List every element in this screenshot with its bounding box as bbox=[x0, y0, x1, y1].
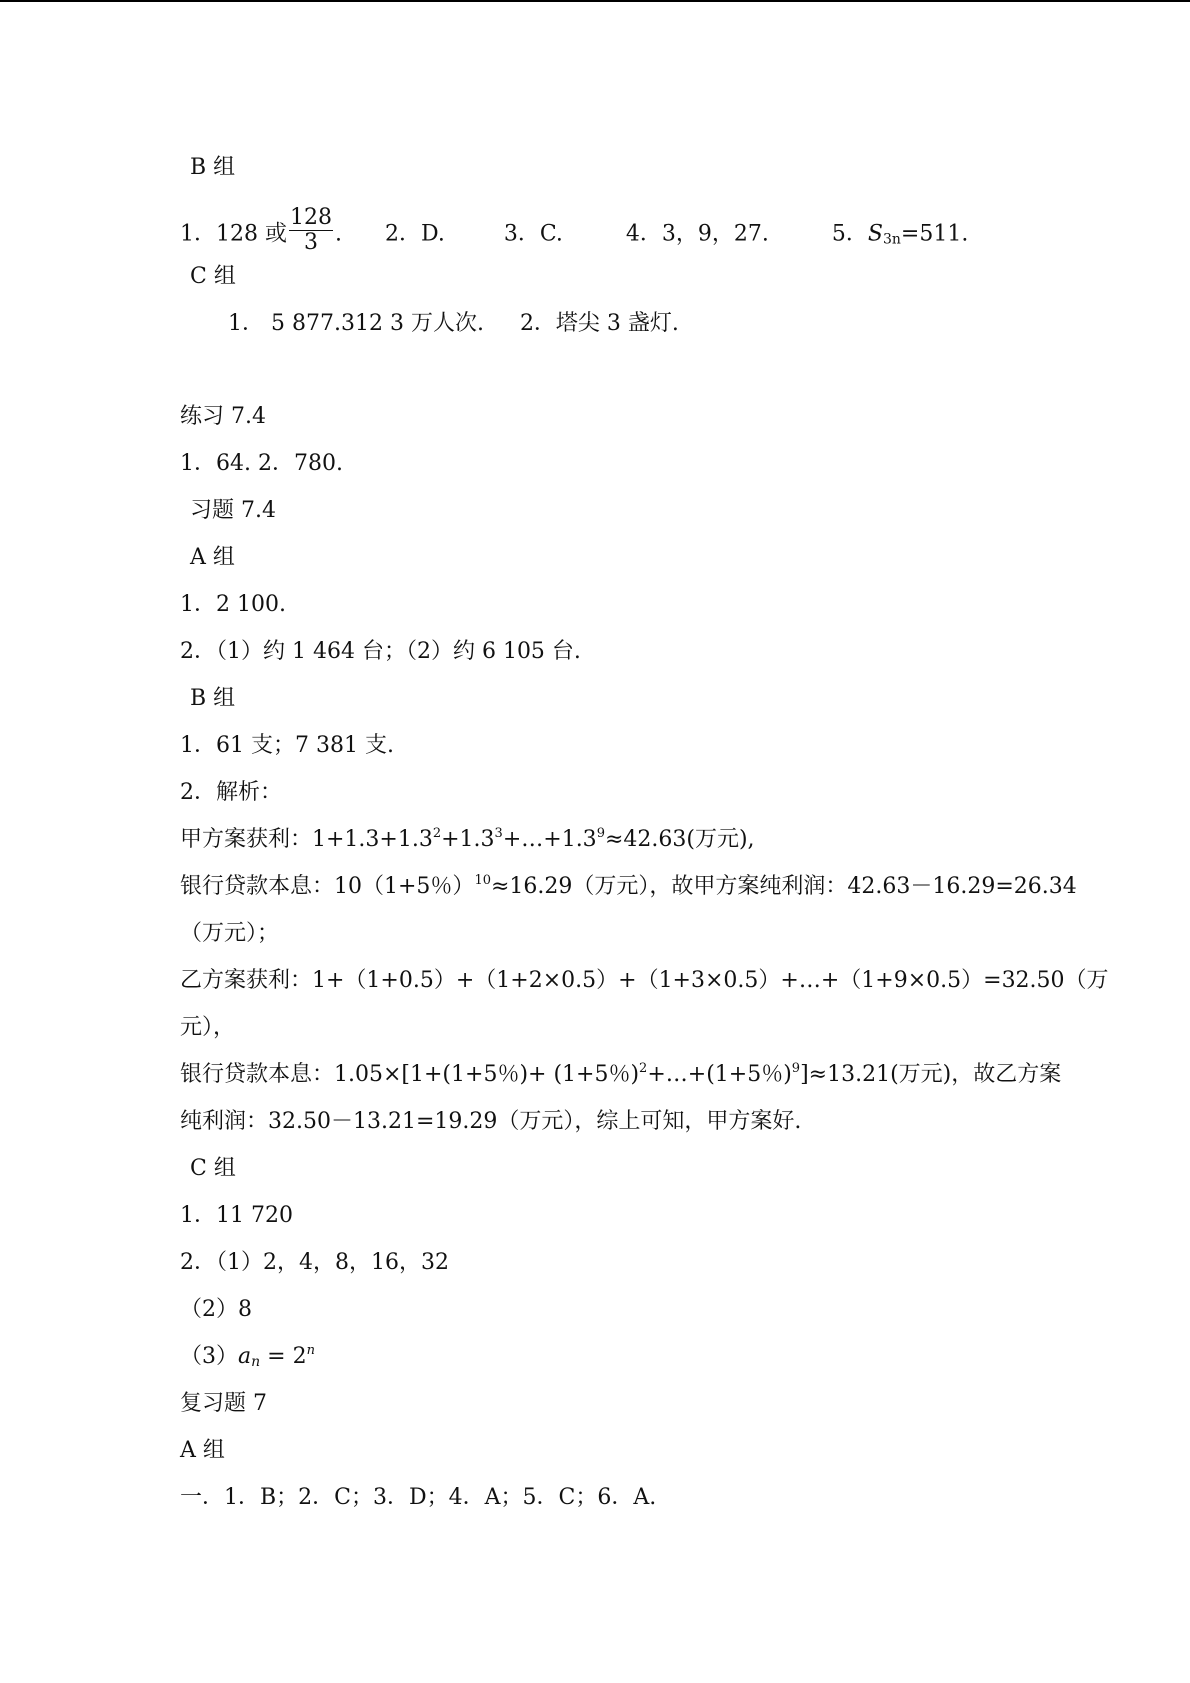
answer-line: 1．64. 2．780. bbox=[180, 451, 343, 476]
answer-line: $(3)a_n = 2^n$ bbox=[180, 1343, 315, 1370]
answer-line: 一．1．B；2．C；3．D；4．A；5．C；6．A. bbox=[180, 1485, 657, 1510]
section-heading: 习题 7.4 bbox=[190, 498, 276, 523]
answer-line: 1． 5 877.312 3 万人次. 2．塔尖 3 盏灯. bbox=[228, 311, 679, 336]
fraction: $\frac{128}{3}$ bbox=[290, 205, 332, 255]
page-top-border bbox=[0, 0, 1190, 2]
solution-line: 纯利润：32.50－13.21=19.29（万元），综上可知，甲方案好. bbox=[180, 1109, 802, 1134]
section-heading: C 组 bbox=[190, 264, 236, 289]
solution-line: （万元）； bbox=[180, 921, 280, 946]
group-heading: A 组 bbox=[190, 545, 235, 570]
group-heading: C 组 bbox=[190, 1156, 236, 1181]
section-heading: 复习题 7 bbox=[180, 1391, 267, 1416]
answer-line: 2．解析： bbox=[180, 780, 282, 805]
solution-line: 银行贷款本息：10（1+5％）$^{10}$≈16.29（万元），故甲方案纯利润：42.63－16.29=26.34 bbox=[180, 873, 1077, 899]
answer-line: 2．（1）2，4，8，16，32 bbox=[180, 1250, 449, 1275]
answer-line: 1．2 100. bbox=[180, 592, 286, 617]
answer-line: 1．128 或 $\frac{128}{3}$ . 2．D. 3．C. 4．3，9，27. 5．$S_{3n}=511$. bbox=[180, 205, 969, 255]
solution-line: 甲方案获利：$1+1.3+1.3^2+1.3^3+\dots+1.3^9\approx 42.63$(万元), bbox=[180, 826, 755, 852]
solution-line: 银行贷款本息：1.05×[1+(1+5％)+ (1+5％)$^2$+…+(1+5％)$^9$]≈13.21(万元)，故乙方案 bbox=[180, 1061, 1062, 1087]
answer-line: 1．11 720 bbox=[180, 1203, 293, 1228]
answer-line: 2．（1）约 1 464 台；（2）约 6 105 台. bbox=[180, 639, 581, 664]
answer-line: 1．61 支；7 381 支. bbox=[180, 733, 394, 758]
answer-line: （2）8 bbox=[180, 1297, 252, 1322]
solution-line: 元）， bbox=[180, 1015, 236, 1040]
section-heading: 练习 7.4 bbox=[180, 404, 266, 429]
group-heading: B 组 bbox=[190, 686, 236, 711]
math-variable: a bbox=[238, 1344, 252, 1369]
solution-line: 乙方案获利：1+（1+0.5）+（1+2×0.5）+（1+3×0.5）+…+（1+9×0.5）=32.50（万 bbox=[180, 968, 1109, 993]
section-heading: B 组 bbox=[190, 155, 236, 180]
group-heading: A 组 bbox=[180, 1438, 225, 1463]
